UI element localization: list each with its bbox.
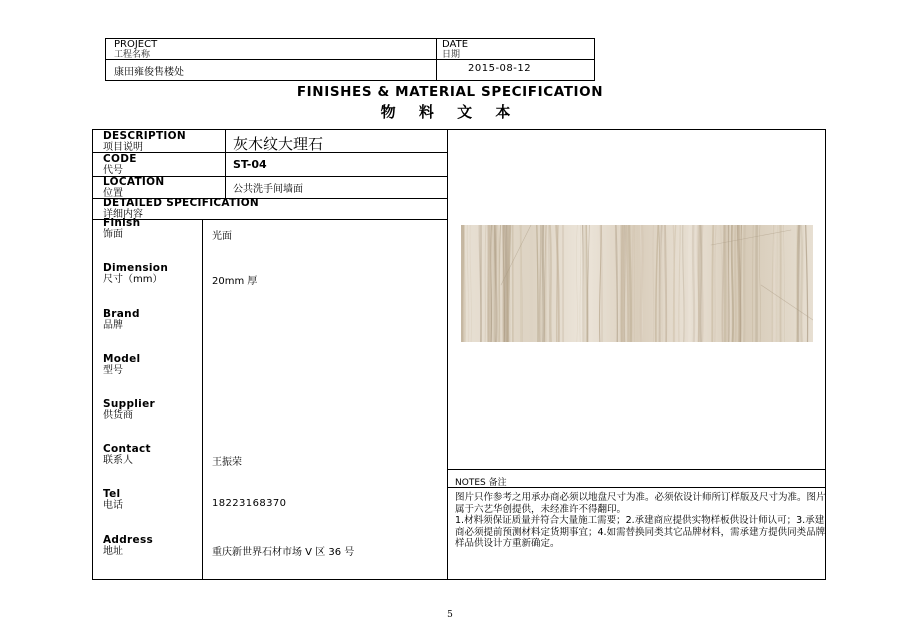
tel-value: 18223168370: [212, 498, 287, 509]
marble-sample-image: [461, 225, 813, 342]
address-value: 重庆新世界石材市场 V 区 36 号: [212, 547, 355, 558]
model-label: Model 型号: [103, 353, 141, 376]
code-value: ST-04: [233, 158, 267, 171]
code-label: CODE 代号: [103, 153, 137, 176]
finish-value: 光面: [212, 231, 232, 242]
date-value: 2015-08-12: [468, 63, 532, 74]
contact-label: Contact 联系人: [103, 443, 151, 466]
brand-label: Brand 品牌: [103, 308, 140, 331]
dimension-value: 20mm 厚: [212, 276, 258, 287]
project-value: 康田雍俊售楼处: [114, 67, 184, 78]
page-title-cn: 物 料 文 本: [380, 103, 520, 121]
date-label: DATE 日期: [442, 39, 469, 60]
project-label: PROJECT 工程名称: [114, 39, 158, 60]
tel-label: Tel 电话: [103, 488, 123, 511]
contact-value: 王振荣: [212, 457, 242, 468]
location-value: 公共洗手间墙面: [233, 184, 303, 195]
address-label: Address 地址: [103, 534, 154, 557]
location-label: LOCATION 位置: [103, 176, 165, 199]
finish-label: Finish 饰面: [103, 217, 141, 240]
notes-text: 图片只作参考之用承办商必须以地盘尺寸为准。必须依设计师所订样版及尺寸为准。图片属于六艺华创提供，未经准许不得翻印。 1.材料须保证质量并符合大量施工需要；2.承建商应提供实物样板供设计师认可；3.承建商必须提前预测材料定货期事宜；4.如需替换同类其它品牌材料，需承建方提供同类品牌样品供设计方重新确定。: [455, 492, 826, 549]
supplier-label: Supplier 供货商: [103, 398, 155, 421]
notes-title: NOTES 备注: [455, 478, 507, 488]
description-label: DESCRIPTION 项目说明: [103, 130, 186, 153]
page-number: 5: [447, 610, 453, 620]
detailed-specification-label: DETAILED SPECIFICATION 详细内容: [103, 197, 260, 220]
page-title-en: FINISHES & MATERIAL SPECIFICATION: [296, 84, 604, 100]
description-value: 灰木纹大理石: [233, 135, 324, 153]
project-header-box: [105, 38, 595, 81]
dimension-label: Dimension 尺寸（mm）: [103, 262, 169, 285]
